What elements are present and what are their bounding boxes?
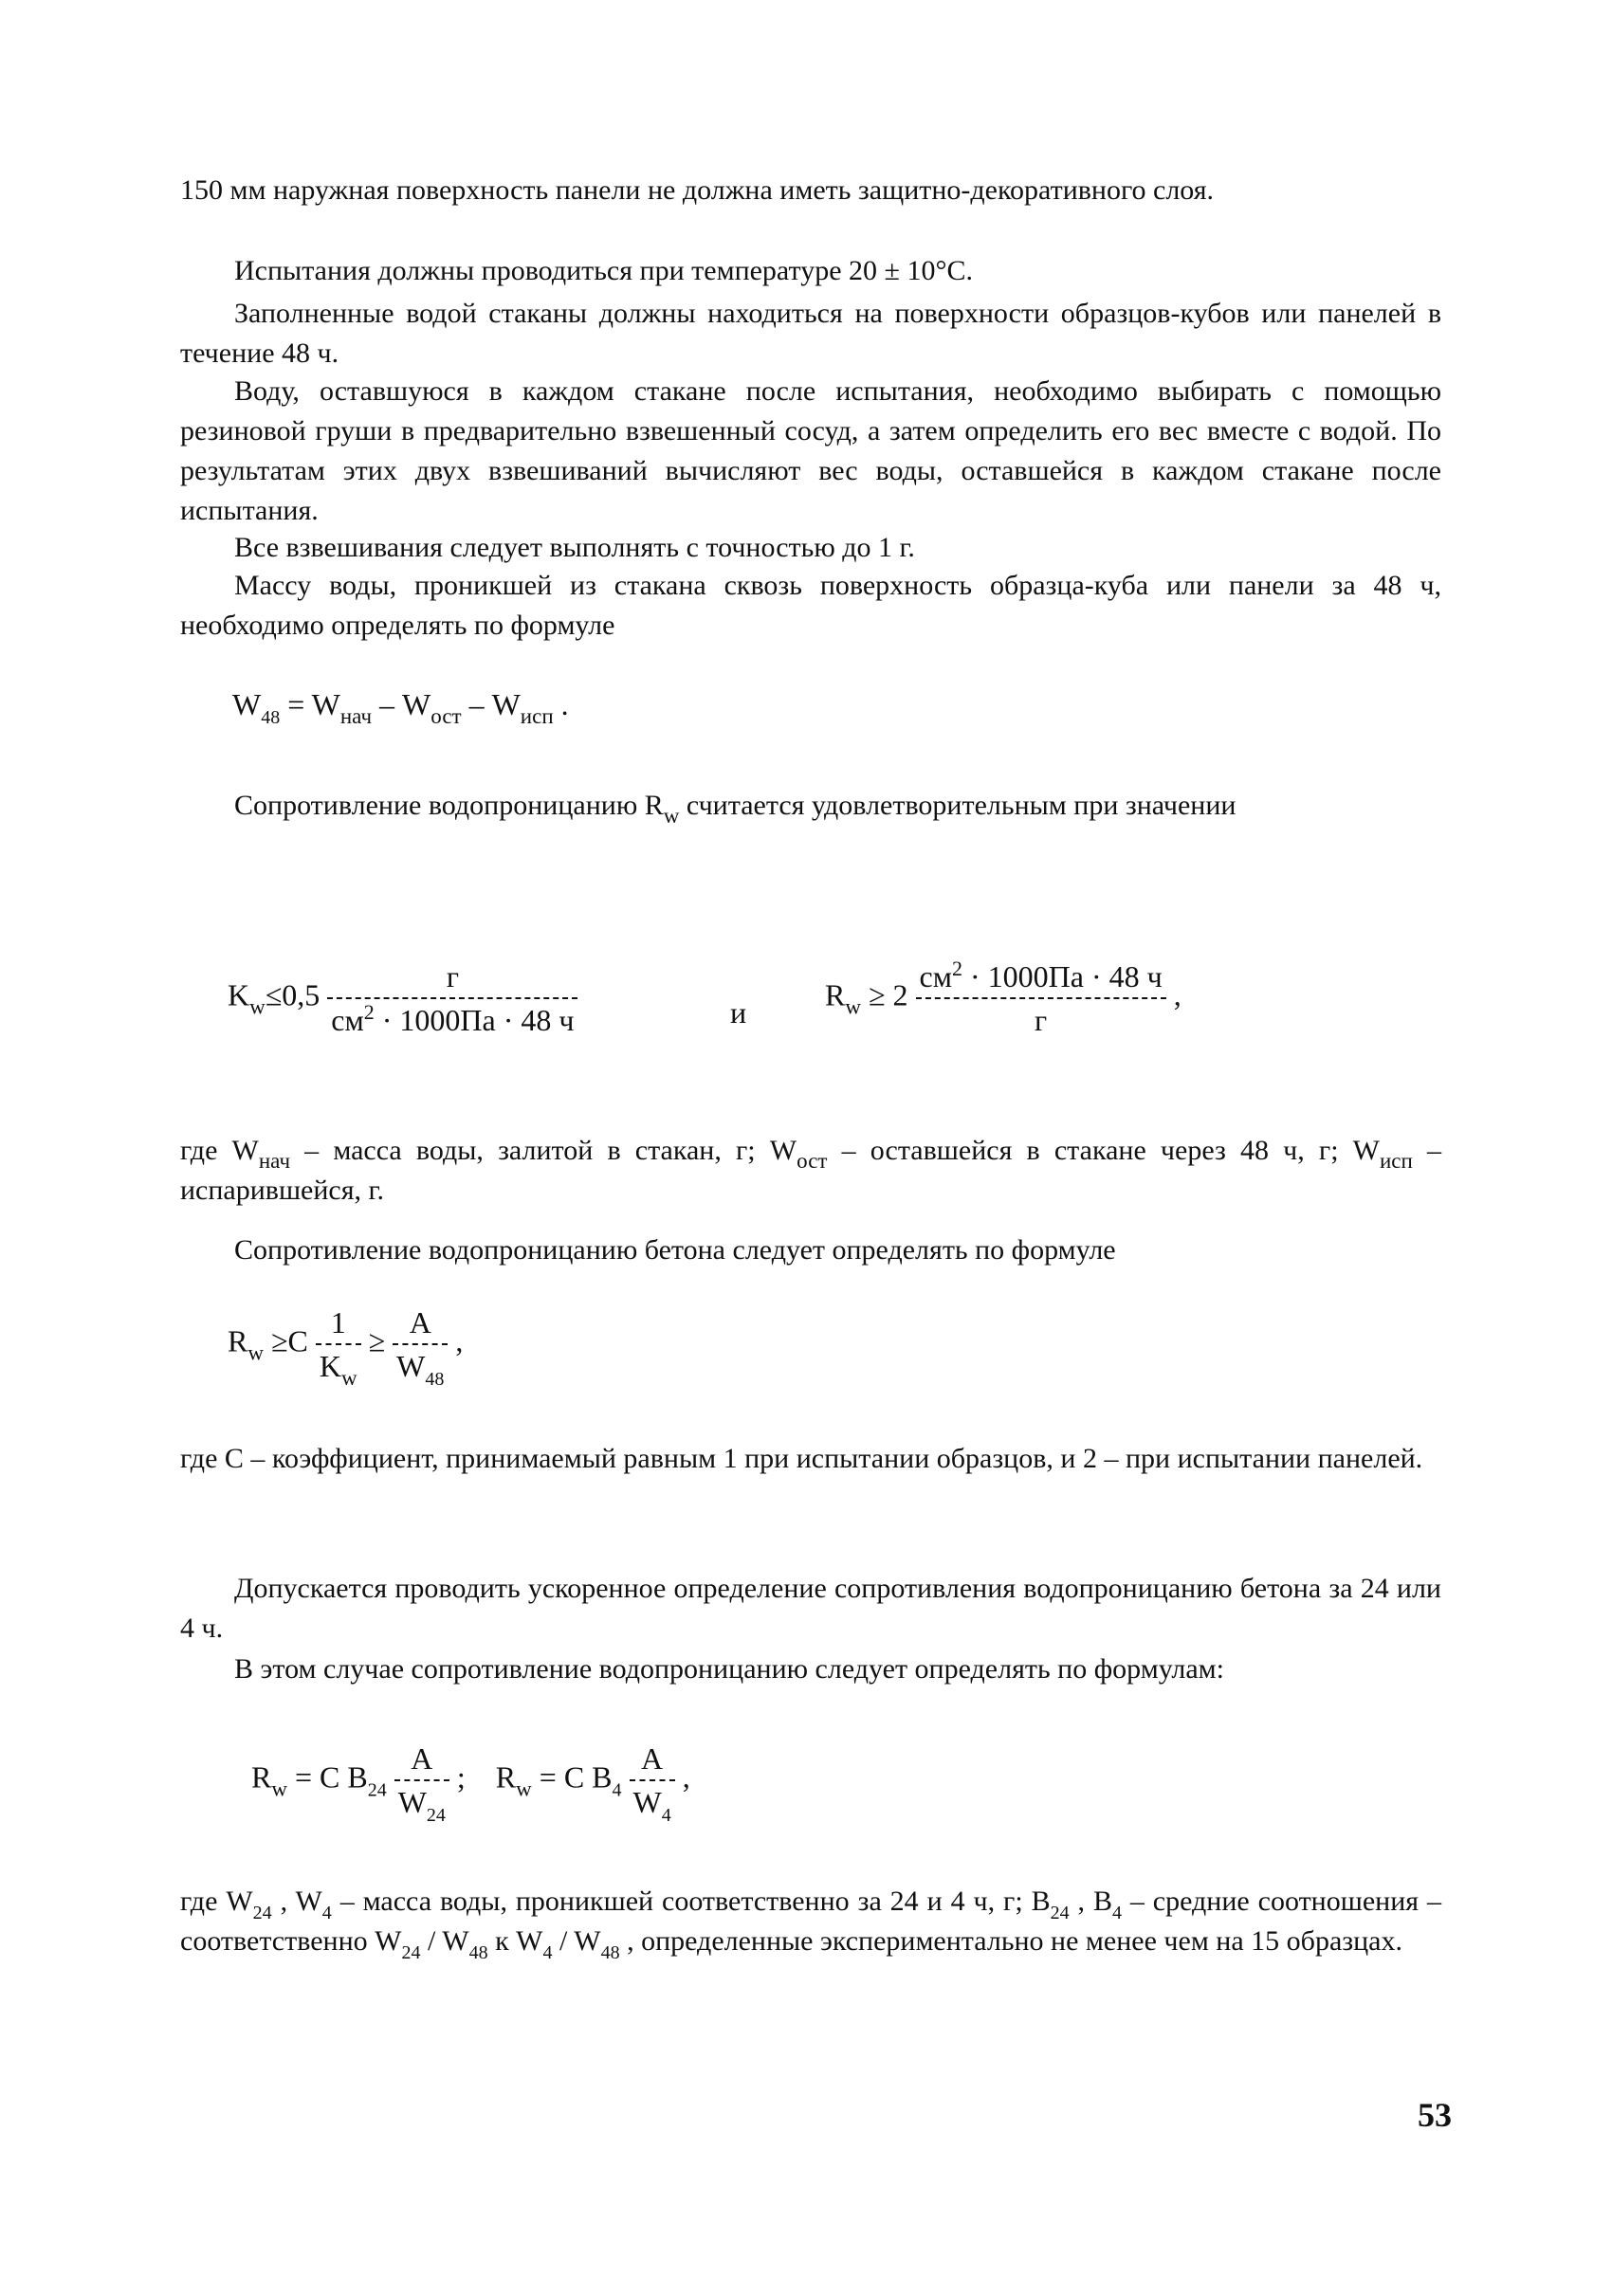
paragraph: Заполненные водой стаканы должны находиться на поверхности образцов-кубов или панелей в течение 48 ч. [180, 298, 1441, 369]
fraction: $\frac{г}{см^2 \cdot 1000Па \cdot 48 ч}$ [327, 957, 577, 1039]
paragraph: где $W_{24}$ , $W_4$ – масса воды, проникшей соответственно за 24 и 4 ч, г; $B_{24}$ , $B_4$ – средние соотношения – соответственно $W_{24} / W_{48}$ к $W_4 / W_{48}$ , определенные экспериментально не менее чем на 15 образцах. [180, 1886, 1441, 1963]
fraction: $\frac{A}{W_{48}}$ [393, 1303, 448, 1385]
paragraph: Сопротивление водопроницанию $R_w$ считается удовлетворительным при значении [234, 790, 1236, 828]
paragraph: Все взвешивания следует выполнять с точностью до 1 г. [234, 532, 915, 563]
paragraph: В этом случае сопротивление водопроницанию следует определять по формулам: [234, 1653, 1224, 1685]
paragraph: где С – коэффициент, принимаемый равным 1 при испытании образцов, и 2 – при испытании панелей. [180, 1443, 1423, 1474]
paragraph: Допускается проводить ускоренное определение сопротивления водопроницанию бетона за 24 или 4 ч. [180, 1573, 1441, 1644]
paragraph: Сопротивление водопроницанию бетона следует определять по формуле [234, 1234, 1116, 1266]
fraction: $\frac{A}{W_{24}}$ [394, 1740, 449, 1821]
paragraph: Воду, оставшуюся в каждом стакане после испытания, необходимо выбирать с помощью резиновой груши в предварительно взвешенный сосуд, а затем определить его вес вместе с водой. По результатам этих двух взвешиваний вычисляют вес воды, оставшейся в каждом стакане после испытания. [180, 375, 1441, 526]
formula-kw-rw: $K_w\le 0,5$ $\frac{г}{см^2 \cdot 1000Па \cdot 48 ч}$ [228, 957, 577, 1039]
formula-rw-ge: $R_w \ge 2$ $\frac{см^2 \cdot 1000Па \cdot 48 ч}{г}$ , [825, 957, 1182, 1037]
paragraph: Массу воды, проникшей из стакана сквозь поверхность образца-куба или панели за 48 ч, необходимо определять по формуле [180, 570, 1441, 641]
fraction: $\frac{1}{K_w}$ [316, 1303, 361, 1385]
formula-and: и [730, 995, 747, 1030]
paragraph: 150 мм наружная поверхность панели не должна иметь защитно-декоративного слоя. [180, 174, 1215, 206]
paragraph: Испытания должны проводиться при температуре 20 ± 10°С. [234, 255, 973, 286]
fraction: $\frac{A}{W_4}$ [630, 1740, 675, 1821]
formula-rw-c: $R_w \ge C$ $\frac{1}{K_w}$ ≥ $\frac{A}{W_{48}}$ , [228, 1305, 464, 1390]
page-number: 53 [1418, 2096, 1452, 2134]
paragraph: где $W_{нач}$ – масса воды, залитой в стакан, г; $W_{ост}$ – оставшейся в стакане через 48 ч, г; $W_{исп}$ – испарившейся, г. [180, 1135, 1441, 1206]
fraction: $\frac{см^2 \cdot 1000Па \cdot 48 ч}{г}$ [916, 957, 1166, 1039]
formula-w48: $W_{48} = W_{нач} - W_{ост} - W_{исп}$ . [232, 687, 569, 728]
formula-accelerated: $R_w = C$ $B_{24}$ $\frac{A}{W_{24}}$ ; $R_w = C$ $B_4$ $\frac{A}{W_4}$ , [251, 1741, 690, 1826]
